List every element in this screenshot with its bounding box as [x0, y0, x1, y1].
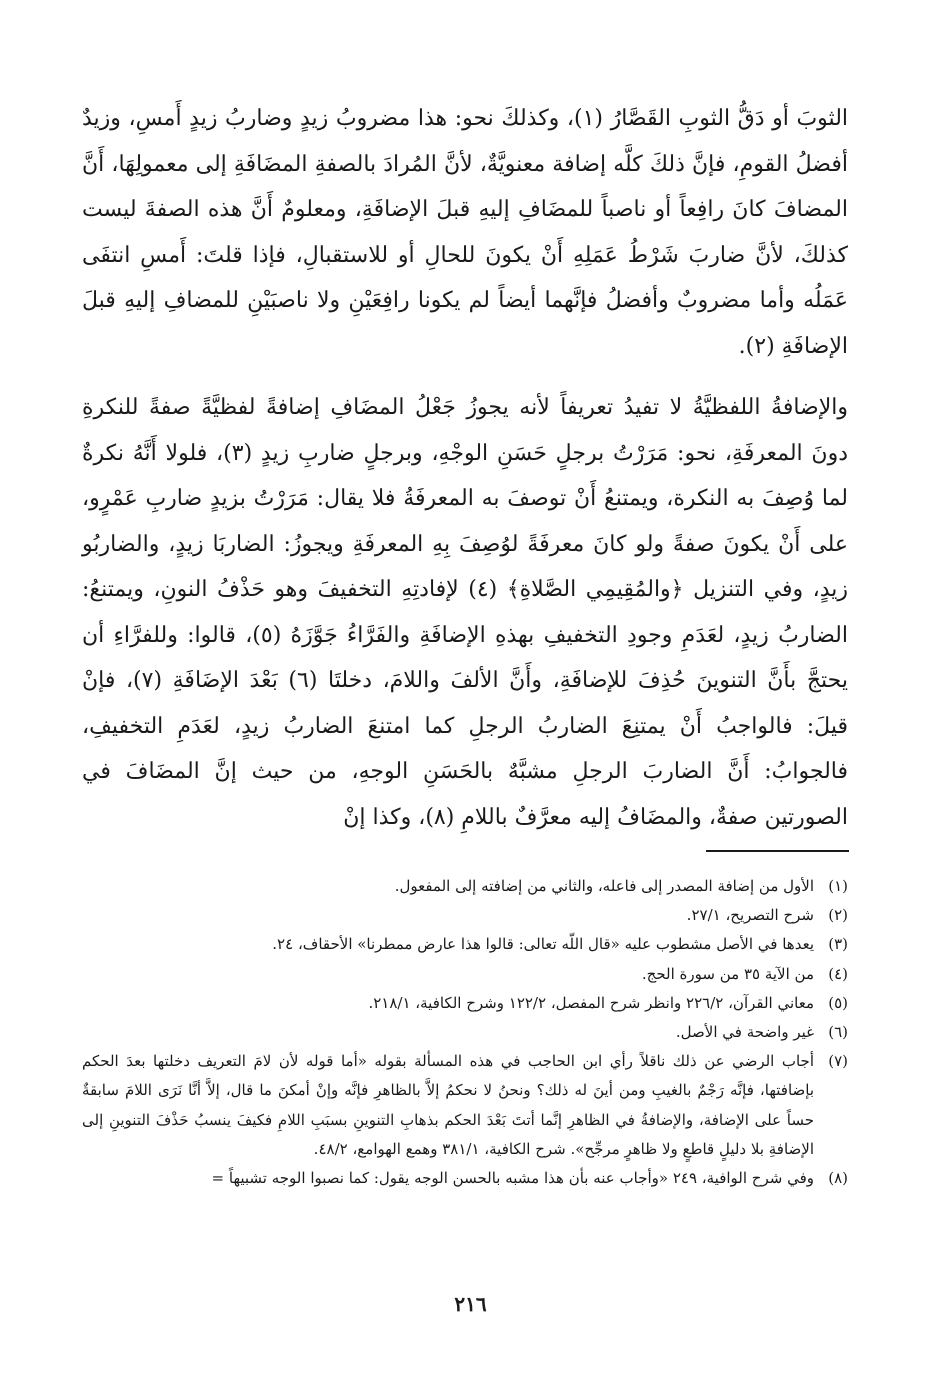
main-text: [82, 96, 848, 840]
paragraph-1: الثوبَ أو دَقُّ الثوبِ القَصَّارُ (١)، وكذلكَ نحو: هذا مضروبُ زيدٍ وضاربُ زيدٍ أَمسِ، وزيدٌ أفضلُ القومِ، فإنَّ ذلكَ كلَّه إضافة معنويَّةٌ، لأنَّ المُرادَ بالصفةِ المضَافَةِ إلى معمولِهَا، أَنَّ المضافَ كانَ رافِعاً أو ناصباً للمضَافِ إليهِ قبلَ الإضافَةِ، ومعلومٌ أَنَّ هذه الصفةَ ليست كذلكَ، لأنَّ ضاربَ شَرْطُ عَمَلِهِ أَنْ يكونَ للحالِ أو للاستقبالِ، فإذا قلتَ: أَمسِ انتفَى عَمَلُه وأما مضروبٌ وأفضلُ فإنَّهما أيضاً لم يكونا رافِعَيْنِ ولا ناصبَيْنِ للمضافِ إليهِ قبلَ الإضافَةِ (٢).: [82, 106, 849, 359]
footnote-number: (٥): [828, 993, 848, 1012]
footnotes: [82, 872, 848, 1193]
footnote: [82, 901, 848, 930]
footnote: [82, 872, 848, 901]
footnote: [82, 930, 848, 959]
footnote-number: (١): [828, 877, 848, 895]
footnote-number: (٧): [828, 1052, 848, 1071]
footnote-text: يعدها في الأصل مشطوب عليه «قال اللّه تعالى: قالوا هذا عارض ممطرنا» الأحقاف، ٢٤.: [272, 935, 814, 954]
footnote-text: غير واضحة في الأصل.: [675, 1023, 814, 1042]
footnote: [82, 1164, 848, 1193]
footnote-number: (٨): [828, 1169, 848, 1188]
footnote-separator: [706, 850, 849, 852]
footnote: [82, 989, 848, 1018]
footnote-text: وفي شرح الوافية، ٢٤٩ «وأجاب عنه بأن هذا مشبه بالحسن الوجه يقول: كما نصبوا الوجه تشبيهاً =: [211, 1169, 814, 1188]
footnote-number: (٦): [828, 1023, 848, 1042]
footnote: [82, 1047, 848, 1164]
footnote-text: معاني القرآن، ٢٢٦/٢ وانظر شرح المفصل، ١٢٢/٢ وشرح الكافية، ٢١٨/١.: [368, 993, 814, 1012]
footnote: [82, 960, 848, 989]
footnote-number: (٢): [828, 906, 848, 925]
footnote-text: شرح التصريح، ٢٧/١.: [686, 906, 814, 925]
footnote-number: (٣): [828, 935, 848, 954]
footnote-text: أجاب الرضي عن ذلك ناقلاً رأي ابن الحاجب في هذه المسألة بقوله «أما قوله لأن لامَ التعريف دخلتها بعدَ الحكم بإضافتها، فإنَّه رَجْمٌ بالغيبِ ومن أينَ له ذلك؟ ونحنُ لا نحكمُ إلاَّ بالظاهرِ فإنَّه وإنْ أمكنَ ما قال، إلاَّ أنَّا نَرَى اللامَ سابقةٌ حساً على الإضافة، والإضافةُ في الظاهرِ إنَّما أتتَ بَعْدَ الحكم بذهابِ التنوينِ بسبَبِ اللامِ فكيفَ ينسبُ حَذْفَ التنوينِ إلى الإضافةِ بلا دليلٍ قاطعٍ ولا ظاهرٍ مرجِّح». شرح الكافية، ٣٨١/١ وهمع الهوامع، ٤٨/٢.: [82, 1052, 814, 1158]
paragraph-2: والإضافةُ اللفظيَّةُ لا تفيدُ تعريفاً لأنه يجوزُ جَعْلُ المضَافِ إضافةً لفظيَّةً صفةً للنكرةِ دونَ المعرفَةِ، نحو: مَرَرْتُ برجلٍ حَسَنِ الوجْهِ، وبرجلٍ ضاربِ زيدٍ (٣)، فلولا أَنَّهُ نكرةٌ لما وُصِفَ به النكرة، ويمتنعُ أَنْ توصفَ به المعرفَةُ فلا يقال: مَرَرْتُ بزيدٍ ضاربِ عَمْرٍو، على أَنْ يكونَ صفةً ولو كانَ معرفَةً لوُصِفَ بِهِ المعرفَةِ ويجوزُ: الضاربَا زيدٍ، والضاربُو زيدٍ، وفي التنزيل ﴿والمُقِيمِي الصَّلاةِ﴾ (٤) لإفادتِهِ التخفيفَ وهو حَذْفُ النونِ، ويمتنعُ: الضاربُ زيدٍ، لعَدَمِ وجودِ التخفيفِ بهذهِ الإضافَةِ والفَرَّاءُ جَوَّزَهُ (٥)، قالوا: وللفرَّاءِ أن يحتجَّ بأَنَّ التنوينَ حُذِفَ للإضافَةِ، وأَنَّ الألفَ واللامَ، دخلتَا (٦) بَعْدَ الإضَافَةِ (٧)، فإنْ قيلَ: فالواجبُ أَنْ يمتنِعَ الضاربُ الرجلِ كما امتنعَ الضاربُ زيدٍ، لعَدَمِ التخفيفِ، فالجوابُ: أَنَّ الضاربَ الرجلِ مشبَّهٌ بالحَسَنِ الوجهِ، من حيث إنَّ المضَافَ في الصورتين صفةٌ، والمضَافُ إليه معرَّفٌ باللامِ (٨)، وكذا إنْ: [82, 395, 848, 830]
footnote-text: الأول من إضافة المصدر إلى فاعله، والثاني من إضافته إلى المفعول.: [394, 877, 814, 895]
footnote-number: (٤): [828, 964, 848, 983]
page-number: ٢١٦: [454, 1292, 487, 1316]
footnote: [82, 1018, 848, 1047]
footnote-text: من الآية ٣٥ من سورة الحج.: [641, 964, 814, 983]
